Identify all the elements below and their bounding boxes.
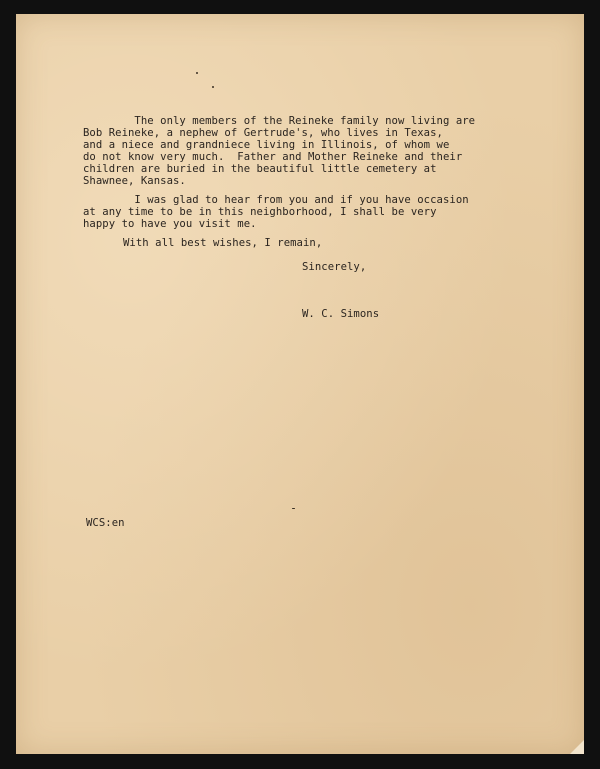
typist-initials: WCS:en: [86, 517, 125, 529]
letter-paragraph-2: I was glad to hear from you and if you have occasion at any time to be in this neighborhood, I shall be very happy to have you visit me.: [83, 194, 469, 231]
sign-off: Sincerely,: [302, 261, 367, 273]
letter-page: [16, 14, 584, 754]
letter-paragraph-1: The only members of the Reineke family now living are Bob Reineke, a nephew of Gertrude's, who lives in Texas, and a niece and grandniece living in Illinois, of whom we do not know very much. Father and Mother Reineke and their children are buried in the beautiful little cemetery at Shawnee, Kansas.: [83, 115, 476, 188]
signature-name: W. C. Simons: [302, 308, 380, 320]
paper-speck: [212, 86, 214, 88]
page-corner-fold: [570, 740, 584, 754]
paper-speck: [292, 508, 295, 509]
closing-wish: With all best wishes, I remain,: [123, 237, 323, 249]
paper-speck: [196, 72, 198, 74]
